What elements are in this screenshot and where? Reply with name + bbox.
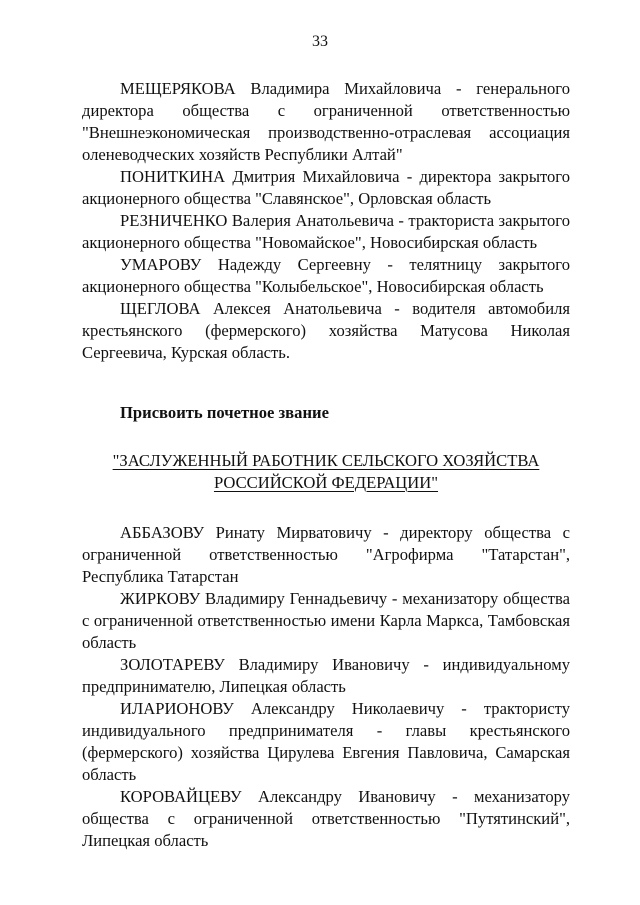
award-entry: ЩЕГЛОВА Алексея Анатольевича - водителя автомобиля крестьянского (фермерского) хозяйства Матусова Николая Сергеевича, Курская область. [82, 299, 570, 362]
award-entry: АББАЗОВУ Ринату Мирватовичу - директору общества с ограниченной ответственностью "Агрофирма "Татарстан", Республика Татарстан [82, 523, 570, 586]
award-entry: РЕЗНИЧЕНКО Валерия Анатольевича - тракториста закрытого акционерного общества "Новомайское", Новосибирская область [82, 211, 570, 252]
award-entry: ЗОЛОТАРЕВУ Владимиру Ивановичу - индивидуальному предпринимателю, Липецкая область [82, 655, 570, 696]
award-entry: ПОНИТКИНА Дмитрия Михайловича - директора закрытого акционерного общества "Славянское", Орловская область [82, 167, 570, 208]
award-entry: МЕЩЕРЯКОВА Владимира Михайловича - генерального директора общества с ограниченной ответственностью "Внешнеэкономическая производственно-отраслевая ассоциация оленеводческих хозяйств Республики Алтай" [82, 79, 570, 164]
award-entry: ИЛАРИОНОВУ Александру Николаевичу - трактористу индивидуального предпринимателя - главы крестьянского (фермерского) хозяйства Цирулева Евгения Павловича, Самарская область [82, 699, 570, 784]
document-body [82, 78, 570, 852]
honorary-title-line-1: "ЗАСЛУЖЕННЫЙ РАБОТНИК СЕЛЬСКОГО ХОЗЯЙСТВА [112, 451, 540, 470]
honorary-title [82, 450, 570, 494]
honorary-title-line-2: РОССИЙСКОЙ ФЕДЕРАЦИИ" [213, 473, 439, 492]
section-heading: Присвоить почетное звание [120, 403, 329, 422]
award-entry: КОРОВАЙЦЕВУ Александру Ивановичу - механизатору общества с ограниченной ответственностью "Путятинский", Липецкая область [82, 787, 570, 850]
award-entry: УМАРОВУ Надежду Сергеевну - телятницу закрытого акционерного общества "Колыбельское", Новосибирская область [82, 255, 570, 296]
award-entry: ЖИРКОВУ Владимиру Геннадьевичу - механизатору общества с ограниченной ответственностью имени Карла Маркса, Тамбовская область [82, 589, 570, 652]
page-number: 33 [312, 33, 328, 50]
